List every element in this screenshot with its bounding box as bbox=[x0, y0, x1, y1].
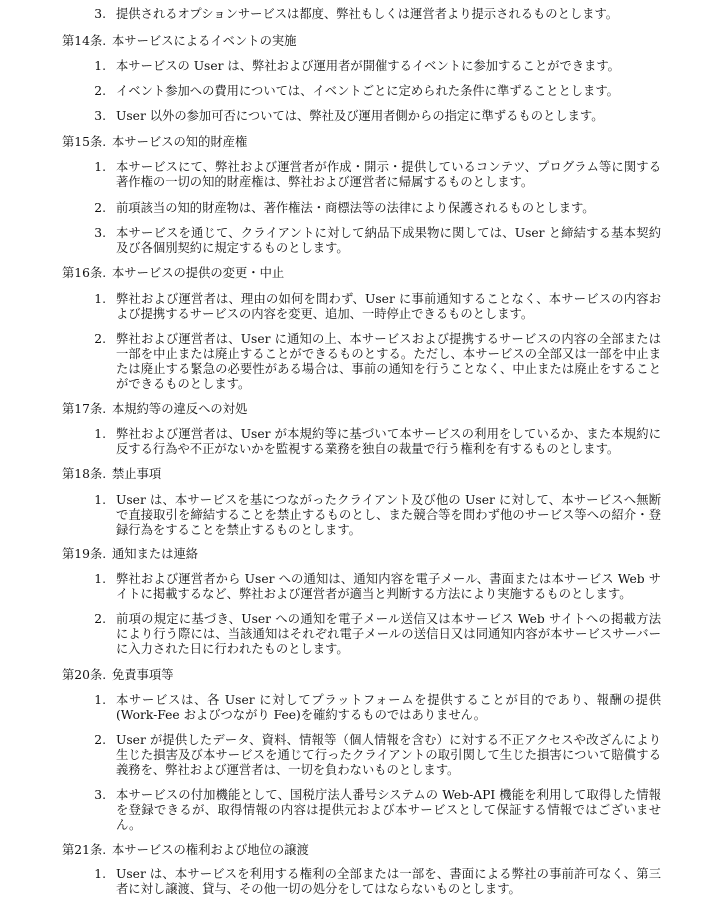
item-text: 弊社および運営者は、User に通知の上、本サービスおよび提携するサービスの内容の全部または一部を中止または廃止することができるものとする。ただし、本サービスの全部又は一部を中止または廃止する緊急の必要性がある場合は、事前の通知を行うことなく、中止または廃止をすることができるものとします。 bbox=[116, 332, 661, 391]
item-number: 3. bbox=[94, 109, 106, 123]
article-heading bbox=[62, 34, 296, 49]
item-number: 1. bbox=[94, 160, 106, 174]
item-number: 1. bbox=[94, 427, 106, 441]
item-text: User が提供したデータ、資料、情報等（個人情報を含む）に対する不正アクセスや改ざんにより生じた損害及び本サービスを通じて行ったクライアントの取引関して生じた損害について賠償する義務を、弊社および運営者は、一切を負わないものとします。 bbox=[116, 733, 661, 777]
item-number: 3. bbox=[94, 7, 106, 21]
item-number: 1. bbox=[94, 572, 106, 586]
article-heading bbox=[62, 402, 247, 417]
article-title: 本規約等の違反への対処 bbox=[112, 402, 248, 416]
article-heading bbox=[62, 547, 198, 562]
item-text: 本サービスの User は、弊社および運用者が開催するイベントに参加することができます。 bbox=[116, 59, 620, 73]
item-number: 2. bbox=[94, 332, 106, 346]
article-title: 本サービスの提供の変更・中止 bbox=[112, 266, 285, 280]
item-text: 提供されるオプションサービスは都度、弊社もしくは運営者より提示されるものとします。 bbox=[116, 7, 619, 21]
item-text: 本サービスは、各 User に対してプラットフォームを提供することが目的であり、報酬の提供(Work-Fee およびつながり Fee)を確約するものではありません。 bbox=[116, 693, 661, 722]
article-number: 第15条. bbox=[62, 135, 107, 149]
item-number: 3. bbox=[94, 226, 106, 240]
item-text: 前項の規定に基づき、User への通知を電子メール送信又は本サービス Web サイトへの掲載方法により行う際には、当該通知はそれぞれ電子メールの送信日又は同通知内容が本サービスサーバーに入力された日に行われたものとします。 bbox=[116, 612, 661, 656]
article-title: 免責事項等 bbox=[112, 668, 174, 682]
item-number: 2. bbox=[94, 733, 106, 747]
item-number: 2. bbox=[94, 612, 106, 626]
article-number: 第20条. bbox=[62, 668, 107, 682]
item-text: User は、本サービスを基につながったクライアント及び他の User に対して、本サービスへ無断で直接取引を締結することを禁止するものとし、また競合等を問わず他のサービス等への紹介・登録行為をすることを禁止するものとします。 bbox=[116, 493, 661, 537]
item-number: 3. bbox=[94, 788, 106, 802]
item-number: 2. bbox=[94, 84, 106, 98]
item-number: 1. bbox=[94, 867, 106, 881]
article-number: 第18条. bbox=[62, 467, 107, 481]
item-number: 2. bbox=[94, 201, 106, 215]
item-number: 1. bbox=[94, 292, 106, 306]
item-text: 前項該当の知的財産物は、著作権法・商標法等の法律により保護されるものとします。 bbox=[116, 201, 595, 215]
article-number: 第19条. bbox=[62, 547, 107, 561]
item-text: イベント参加への費用については、イベントごとに定められた条件に準ずることとします。 bbox=[116, 84, 619, 98]
item-text: 弊社および運営者は、理由の如何を問わず、User に事前通知することなく、本サービスの内容および提携するサービスの内容を変更、追加、一時停止できるものとします。 bbox=[116, 292, 661, 321]
item-number: 1. bbox=[94, 493, 106, 507]
article-title: 通知または連絡 bbox=[112, 547, 199, 561]
item-text: 本サービスにて、弊社および運営者が作成・開示・提供しているコンテツ、プログラム等に関する著作権の一切の知的財産権は、弊社および運営者に帰属するものとします。 bbox=[116, 160, 661, 189]
item-number: 1. bbox=[94, 693, 106, 707]
item-text: 本サービスを通じて、クライアントに対して納品下成果物に関しては、User と締結する基本契約及び各個別契約に規定するものとします。 bbox=[116, 226, 661, 255]
article-heading bbox=[62, 266, 284, 281]
item-number: 1. bbox=[94, 59, 106, 73]
article-title: 本サービスの権利および地位の譲渡 bbox=[112, 843, 309, 857]
article-number: 第14条. bbox=[62, 34, 107, 48]
item-text: 弊社および運営者から User への通知は、通知内容を電子メール、書面または本サービス Web サイトに掲載するなど、弊社および運営者が適当と判断する方法により実施するものとします。 bbox=[116, 572, 661, 601]
article-heading bbox=[62, 668, 174, 683]
article-title: 禁止事項 bbox=[112, 467, 162, 481]
article-title: 本サービスの知的財産権 bbox=[112, 135, 248, 149]
article-number: 第21条. bbox=[62, 843, 107, 857]
item-text: 弊社および運営者は、User が本規約等に基づいて本サービスの利用をしているか、また本規約に反する行為や不正がないかを監視する業務を独自の裁量で行う権利を有するものとします。 bbox=[116, 427, 661, 456]
article-heading bbox=[62, 135, 247, 150]
article-heading bbox=[62, 467, 161, 482]
item-text: User は、本サービスを利用する権利の全部または一部を、書面による弊社の事前許可なく、第三者に対し譲渡、貸与、その他一切の処分をしてはならないものとします。 bbox=[116, 867, 661, 896]
article-title: 本サービスによるイベントの実施 bbox=[112, 34, 297, 48]
item-text: 本サービスの付加機能として、国税庁法人番号システムの Web-API 機能を利用して取得した情報を登録できるが、取得情報の内容は提供元および本サービスとして保証する情報ではございません。 bbox=[116, 788, 661, 832]
article-heading bbox=[62, 843, 309, 858]
article-number: 第16条. bbox=[62, 266, 107, 280]
article-number: 第17条. bbox=[62, 402, 107, 416]
item-text: User 以外の参加可否については、弊社及び運用者側からの指定に準ずるものとします。 bbox=[116, 109, 604, 123]
